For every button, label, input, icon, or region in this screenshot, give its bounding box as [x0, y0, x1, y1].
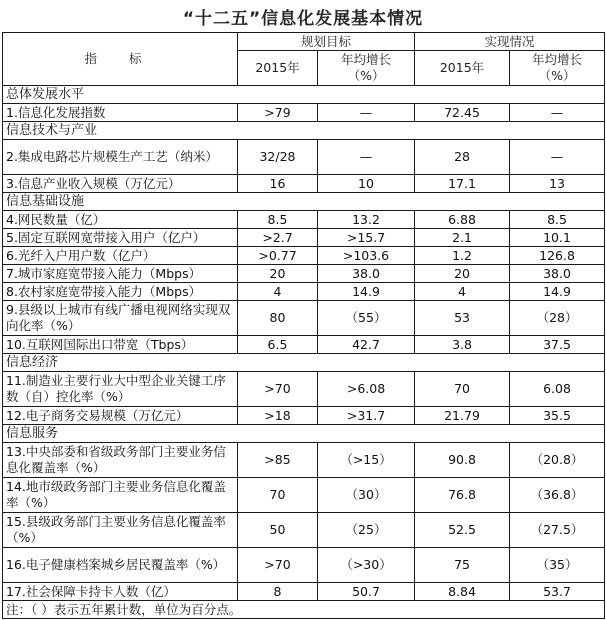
actual-2015-value: 28	[415, 140, 510, 175]
indicator-name: 5.固定互联网宽带接入用户（亿户）	[3, 229, 238, 247]
plan-growth-value: 42.7	[318, 336, 415, 354]
actual-growth-value: —	[510, 140, 605, 175]
indicator-name: 13.中央部委和省级政务部门主要业务信息化覆盖率（%）	[3, 443, 238, 478]
actual-2015-value: 52.5	[415, 513, 510, 548]
plan-growth-value: （25）	[318, 513, 415, 548]
indicator-name: 17.社会保障卡持卡人数（亿）	[3, 583, 238, 601]
actual-2015-value: 75	[415, 548, 510, 583]
indicator-name: 11.制造业主要行业大中型企业关键工序数（自）控化率（%）	[3, 372, 238, 407]
actual-growth-value: 38.0	[510, 265, 605, 283]
actual-growth-value: 37.5	[510, 336, 605, 354]
indicator-name: 6.光纤入户用户数（亿户）	[3, 247, 238, 265]
plan-growth-value: >31.7	[318, 407, 415, 425]
plan-2015-value: >2.7	[238, 229, 318, 247]
table-note: 注：（ ）表示五年累计数，单位为百分点。	[3, 601, 605, 619]
indicator-name: 10.互联网国际出口带宽（Tbps）	[3, 336, 238, 354]
actual-growth-value: 6.08	[510, 372, 605, 407]
section-title: 总体发展水平	[3, 86, 605, 104]
section-row	[3, 425, 605, 443]
table-row	[3, 211, 605, 229]
actual-2015-value: 76.8	[415, 478, 510, 513]
table-row	[3, 175, 605, 193]
section-row	[3, 354, 605, 372]
indicator-name: 8.农村家庭宽带接入能力（Mbps）	[3, 283, 238, 301]
table-body	[3, 86, 605, 601]
indicator-name: 1.信息化发展指数	[3, 104, 238, 122]
actual-growth-value: 8.5	[510, 211, 605, 229]
plan-2015-value: 80	[238, 301, 318, 336]
actual-growth-value: （27.5）	[510, 513, 605, 548]
table-row	[3, 283, 605, 301]
indicator-name: 12.电子商务交易规模（万亿元）	[3, 407, 238, 425]
section-title: 信息技术与产业	[3, 122, 605, 140]
actual-2015-value: 20	[415, 265, 510, 283]
table-row	[3, 407, 605, 425]
plan-growth-value: 14.9	[318, 283, 415, 301]
plan-2015-value: 8.5	[238, 211, 318, 229]
table-row	[3, 478, 605, 513]
table-title: “十二五”信息化发展基本情况	[182, 9, 424, 29]
plan-2015-value: 16	[238, 175, 318, 193]
plan-growth-value: （>30）	[318, 548, 415, 583]
table-row	[3, 229, 605, 247]
plan-growth-value: —	[318, 104, 415, 122]
actual-growth-value: 126.8	[510, 247, 605, 265]
plan-growth-value: >103.6	[318, 247, 415, 265]
actual-2015-value: 8.84	[415, 583, 510, 601]
plan-growth-value: 10	[318, 175, 415, 193]
plan-2015-value: 70	[238, 478, 318, 513]
header-plan-group: 规划目标	[238, 33, 415, 51]
plan-2015-value: 6.5	[238, 336, 318, 354]
plan-2015-value: 8	[238, 583, 318, 601]
table-row	[3, 336, 605, 354]
actual-growth-value: 13	[510, 175, 605, 193]
section-title: 信息基础设施	[3, 193, 605, 211]
actual-growth-value: —	[510, 104, 605, 122]
plan-2015-value: 4	[238, 283, 318, 301]
header-indicator	[3, 33, 238, 86]
header-actual-growth: 年均增长 （%）	[510, 51, 605, 86]
indicator-name: 15.县级政务部门主要业务信息化覆盖率（%）	[3, 513, 238, 548]
table-row	[3, 140, 605, 175]
plan-growth-value: >6.08	[318, 372, 415, 407]
indicator-name: 7.城市家庭宽带接入能力（Mbps）	[3, 265, 238, 283]
table-row	[3, 301, 605, 336]
table-row	[3, 372, 605, 407]
table-row	[3, 247, 605, 265]
section-row	[3, 193, 605, 211]
table-row	[3, 265, 605, 283]
header-indicator-label: 指 标	[84, 51, 156, 66]
actual-growth-value: 35.5	[510, 407, 605, 425]
section-row	[3, 86, 605, 104]
indicator-name: 9.县级以上城市有线广播电视网络实现双向化率（%）	[3, 301, 238, 336]
actual-2015-value: 72.45	[415, 104, 510, 122]
header-plan-2015: 2015年	[238, 51, 318, 86]
header-plan-growth: 年均增长 （%）	[318, 51, 415, 86]
plan-growth-value: —	[318, 140, 415, 175]
actual-2015-value: 53	[415, 301, 510, 336]
actual-growth-value: （28）	[510, 301, 605, 336]
plan-2015-value: >70	[238, 372, 318, 407]
actual-growth-value: （20.8）	[510, 443, 605, 478]
actual-2015-value: 90.8	[415, 443, 510, 478]
actual-growth-value: （36.8）	[510, 478, 605, 513]
actual-2015-value: 2.1	[415, 229, 510, 247]
plan-2015-value: 50	[238, 513, 318, 548]
info-development-table	[2, 32, 605, 619]
indicator-name: 16.电子健康档案城乡居民覆盖率（%）	[3, 548, 238, 583]
table-row	[3, 583, 605, 601]
actual-growth-value: 53.7	[510, 583, 605, 601]
plan-growth-value: 13.2	[318, 211, 415, 229]
plan-2015-value: 20	[238, 265, 318, 283]
indicator-name: 4.网民数量（亿）	[3, 211, 238, 229]
header-actual-group: 实现情况	[415, 33, 605, 51]
indicator-name: 14.地市级政务部门主要业务信息化覆盖率（%）	[3, 478, 238, 513]
plan-2015-value: >79	[238, 104, 318, 122]
plan-2015-value: >85	[238, 443, 318, 478]
section-title: 信息服务	[3, 425, 605, 443]
plan-growth-value: 50.7	[318, 583, 415, 601]
actual-growth-value: 14.9	[510, 283, 605, 301]
section-row	[3, 122, 605, 140]
actual-2015-value: 4	[415, 283, 510, 301]
indicator-name: 2.集成电路芯片规模生产工艺（纳米）	[3, 140, 238, 175]
plan-2015-value: >70	[238, 548, 318, 583]
actual-2015-value: 17.1	[415, 175, 510, 193]
actual-2015-value: 21.79	[415, 407, 510, 425]
table-row	[3, 104, 605, 122]
table-row	[3, 513, 605, 548]
plan-growth-value: （>15）	[318, 443, 415, 478]
table-row	[3, 443, 605, 478]
header-actual-2015: 2015年	[415, 51, 510, 86]
actual-2015-value: 1.2	[415, 247, 510, 265]
plan-2015-value: 32/28	[238, 140, 318, 175]
plan-growth-value: 38.0	[318, 265, 415, 283]
actual-growth-value: （35）	[510, 548, 605, 583]
plan-2015-value: >0.77	[238, 247, 318, 265]
section-title: 信息经济	[3, 354, 605, 372]
plan-growth-value: >15.7	[318, 229, 415, 247]
actual-2015-value: 3.8	[415, 336, 510, 354]
plan-growth-value: （30）	[318, 478, 415, 513]
plan-2015-value: >18	[238, 407, 318, 425]
actual-2015-value: 70	[415, 372, 510, 407]
actual-2015-value: 6.88	[415, 211, 510, 229]
actual-growth-value: 10.1	[510, 229, 605, 247]
table-row	[3, 548, 605, 583]
indicator-name: 3.信息产业收入规模（万亿元）	[3, 175, 238, 193]
plan-growth-value: （55）	[318, 301, 415, 336]
